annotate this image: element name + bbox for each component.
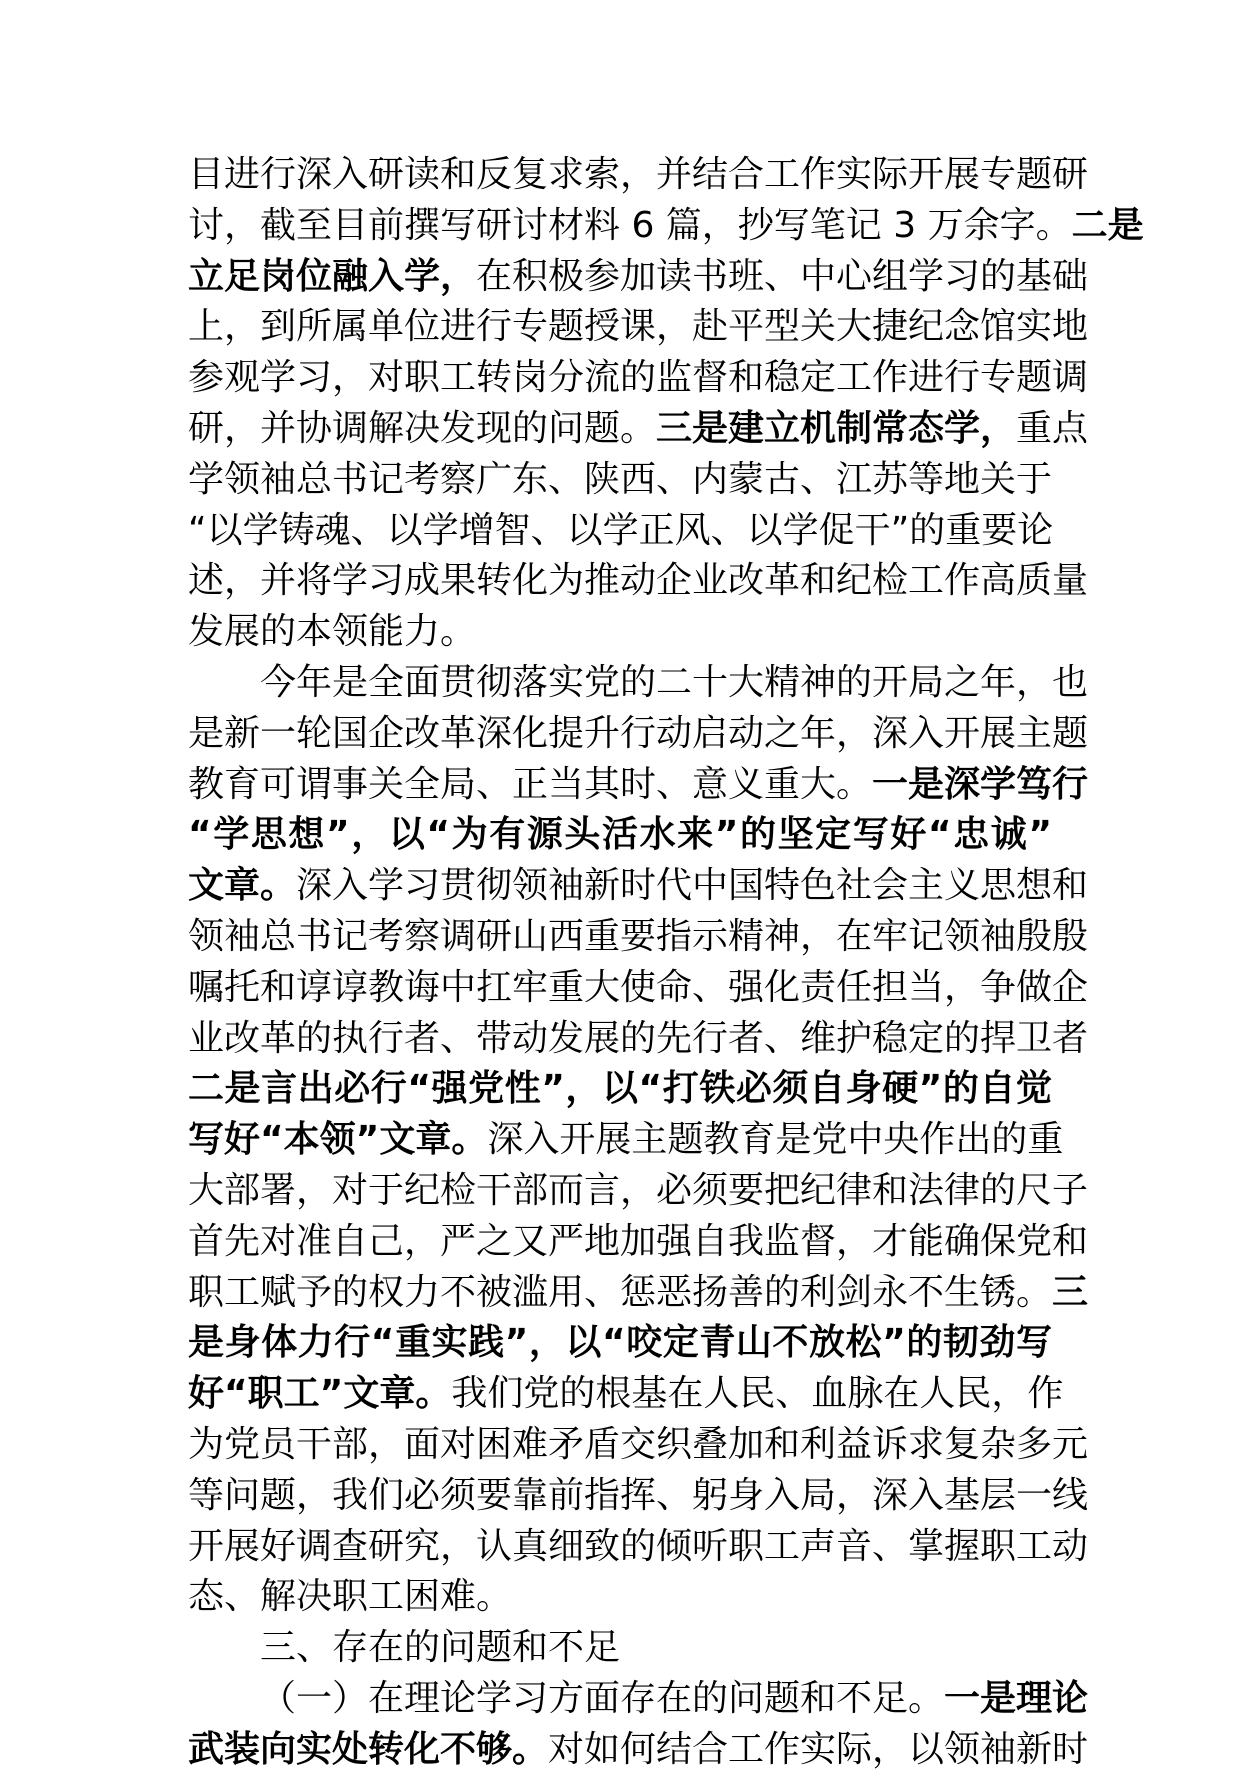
text-line bbox=[188, 1166, 1089, 1217]
text-line bbox=[188, 912, 1089, 963]
text-run: 深入开展主题教育是党中央作出的重 bbox=[487, 1119, 1064, 1161]
text-run: 讨，截至目前撰写研讨材料 6 篇，抄写笔记 3 万余字。 bbox=[188, 204, 1072, 246]
text-line bbox=[188, 810, 1052, 861]
text-run: 职工赋予的权力不被滥用、惩恶扬善的利剑永不生锈。 bbox=[188, 1271, 1053, 1313]
text-run: 学领袖总书记考察广东、陕西、内蒙古、江苏等地关于 bbox=[188, 458, 1053, 500]
text-run: 上，到所属单位进行专题授课，赴平型关大捷纪念馆实地 bbox=[188, 306, 1089, 348]
paragraph-study-methods bbox=[188, 150, 1144, 658]
text-run: 大部署，对于纪检干部而言，必须要把纪律和法律的尺子 bbox=[188, 1169, 1089, 1211]
document-body bbox=[188, 150, 1144, 1776]
text-line bbox=[188, 963, 1089, 1014]
text-run: 研，并协调解决发现的问题。 bbox=[188, 407, 657, 449]
text-run: 领袖总书记考察调研山西重要指示精神，在牢记领袖殷殷 bbox=[188, 915, 1089, 957]
bold-text-run: 三是建立机制常态学， bbox=[656, 407, 1017, 449]
text-line bbox=[188, 201, 1144, 252]
text-line bbox=[188, 1674, 1089, 1725]
text-run: 述，并将学习成果转化为推动企业改革和纪检工作高质量 bbox=[188, 560, 1089, 602]
text-line bbox=[188, 506, 1052, 557]
text-run: “以学铸魂、以学增智、以学正风、以学促干”的重要论 bbox=[188, 509, 1054, 551]
text-line bbox=[188, 760, 1089, 811]
text-line bbox=[188, 1115, 1064, 1166]
bold-text-run: 武装向实处转化不够。 bbox=[188, 1728, 549, 1770]
bold-text-run: 三 bbox=[1052, 1271, 1089, 1313]
text-line bbox=[188, 302, 1089, 353]
text-run: 目进行深入研读和反复求索，并结合工作实际开展专题研 bbox=[188, 154, 1089, 195]
text-run: 态、解决职工困难。 bbox=[188, 1576, 513, 1618]
text-run: 业改革的执行者、带动发展的先行者、维护稳定的捍卫者 bbox=[188, 1017, 1089, 1059]
bold-text-run: 二是 bbox=[1071, 204, 1144, 246]
paragraph-theme-education bbox=[188, 658, 1089, 1623]
text-line bbox=[188, 353, 1089, 404]
text-line bbox=[188, 1318, 1052, 1369]
bold-text-run: 好“职工”文章。 bbox=[188, 1373, 452, 1415]
text-run: 我们党的根基在人民、血脉在人民，作 bbox=[451, 1373, 1064, 1415]
text-line bbox=[188, 150, 1089, 201]
text-line bbox=[188, 1217, 1089, 1268]
text-line bbox=[188, 1420, 1089, 1471]
text-run: 开展好调查研究，认真细致的倾听职工声音、掌握职工动 bbox=[188, 1525, 1089, 1567]
text-run: 发展的本领能力。 bbox=[188, 611, 477, 653]
text-line bbox=[188, 1014, 1089, 1065]
text-line bbox=[188, 1064, 1052, 1115]
text-run: （一）在理论学习方面存在的问题和不足。 bbox=[260, 1677, 945, 1719]
text-run: 参观学习，对职工转岗分流的监督和稳定工作进行专题调 bbox=[188, 357, 1089, 399]
text-run: 重点 bbox=[1016, 407, 1089, 449]
text-line bbox=[188, 1369, 1064, 1420]
bold-text-run: 是身体力行“重实践”，以“咬定青山不放松”的韧劲写 bbox=[188, 1322, 1052, 1364]
text-run: 是新一轮国企改革深化提升行动启动之年，深入开展主题 bbox=[188, 712, 1089, 754]
text-line bbox=[188, 404, 1089, 455]
bold-text-run: 二是言出必行“强党性”，以“打铁必须自身硬”的自觉 bbox=[188, 1068, 1052, 1110]
text-run: 在积极参加读书班、中心组学习的基础 bbox=[476, 255, 1089, 297]
text-run: 首先对准自己，严之又严地加强自我监督，才能确保党和 bbox=[188, 1220, 1089, 1262]
text-run: 等问题，我们必须要靠前指挥、躬身入局，深入基层一线 bbox=[188, 1474, 1089, 1516]
text-line bbox=[188, 1522, 1089, 1573]
text-line bbox=[188, 861, 1089, 912]
text-line bbox=[188, 1572, 1052, 1623]
text-run: 教育可谓事关全局、正当其时、意义重大。 bbox=[188, 763, 873, 805]
bold-text-run: 写好“本领”文章。 bbox=[188, 1119, 488, 1161]
text-line bbox=[188, 556, 1089, 607]
section-heading-problems bbox=[188, 1623, 1052, 1674]
text-line bbox=[188, 709, 1089, 760]
paragraph-theory-study-problems bbox=[188, 1674, 1089, 1776]
text-run: 嘱托和谆谆教诲中扛牢重大使命、强化责任担当，争做企 bbox=[188, 966, 1089, 1008]
text-run: 深入学习贯彻领袖新时代中国特色社会主义思想和 bbox=[296, 865, 1089, 907]
bold-text-run: 一是理论 bbox=[944, 1677, 1089, 1719]
text-run: 对如何结合工作实际，以领袖新时 bbox=[548, 1728, 1089, 1770]
text-run: 今年是全面贯彻落实党的二十大精神的开局之年，也 bbox=[260, 661, 1089, 703]
bold-text-run: 文章。 bbox=[188, 865, 297, 907]
text-line bbox=[188, 252, 1089, 303]
text-line bbox=[188, 455, 1052, 506]
bold-text-run: 立足岗位融入学， bbox=[188, 255, 477, 297]
text-run: 三、存在的问题和不足 bbox=[260, 1627, 621, 1669]
bold-text-run: “学思想”，以“为有源头活水来”的坚定写好“忠诚” bbox=[188, 814, 1052, 856]
text-line bbox=[188, 1725, 1089, 1776]
text-line bbox=[188, 1623, 1052, 1674]
text-run: 为党员干部，面对困难矛盾交织叠加和利益诉求复杂多元 bbox=[188, 1423, 1089, 1465]
text-line bbox=[188, 607, 1052, 658]
text-line bbox=[188, 1268, 1089, 1319]
bold-text-run: 一是深学笃行 bbox=[872, 763, 1089, 805]
text-line bbox=[188, 658, 1089, 709]
text-line bbox=[188, 1471, 1089, 1522]
